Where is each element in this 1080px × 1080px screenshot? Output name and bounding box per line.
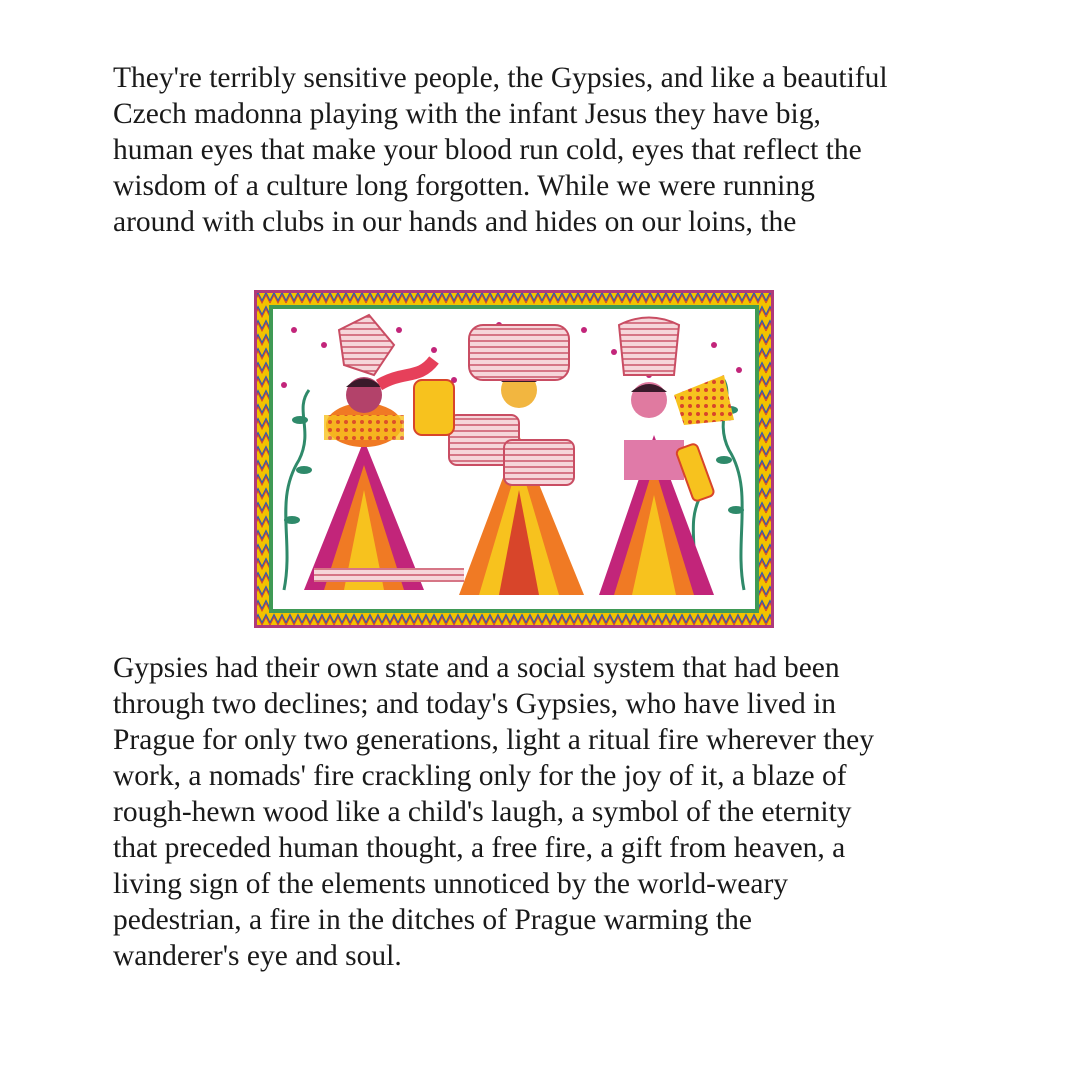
- paragraph-bottom: [113, 650, 993, 974]
- text-line: wanderer's eye and soul.: [113, 940, 402, 972]
- folk-painting-illustration: [254, 290, 774, 628]
- text-line: living sign of the elements unnoticed by the world-weary: [113, 868, 789, 900]
- text-line: They're terribly sensitive people, the Gypsies, and like a beautiful: [113, 62, 888, 94]
- text-line: Prague for only two generations, light a ritual fire wherever they: [113, 724, 875, 756]
- text-line: that preceded human thought, a free fire, a gift from heaven, a: [113, 832, 846, 864]
- text-line: pedestrian, a fire in the ditches of Prague warming the: [113, 904, 752, 936]
- text-line: Czech madonna playing with the infant Jesus they have big,: [113, 98, 821, 130]
- text-line: work, a nomads' fire crackling only for the joy of it, a blaze of: [113, 760, 847, 792]
- text-line: Gypsies had their own state and a social system that had been: [113, 652, 840, 684]
- folk-painting-svg: [254, 290, 774, 628]
- text-line: around with clubs in our hands and hides on our loins, the: [113, 206, 797, 238]
- paragraph-top: [113, 60, 993, 240]
- text-line: through two declines; and today's Gypsies, who have lived in: [113, 688, 837, 720]
- text-line: human eyes that make your blood run cold, eyes that reflect the: [113, 134, 862, 166]
- text-line: wisdom of a culture long forgotten. While we were running: [113, 170, 815, 202]
- text-line: rough-hewn wood like a child's laugh, a symbol of the eternity: [113, 796, 852, 828]
